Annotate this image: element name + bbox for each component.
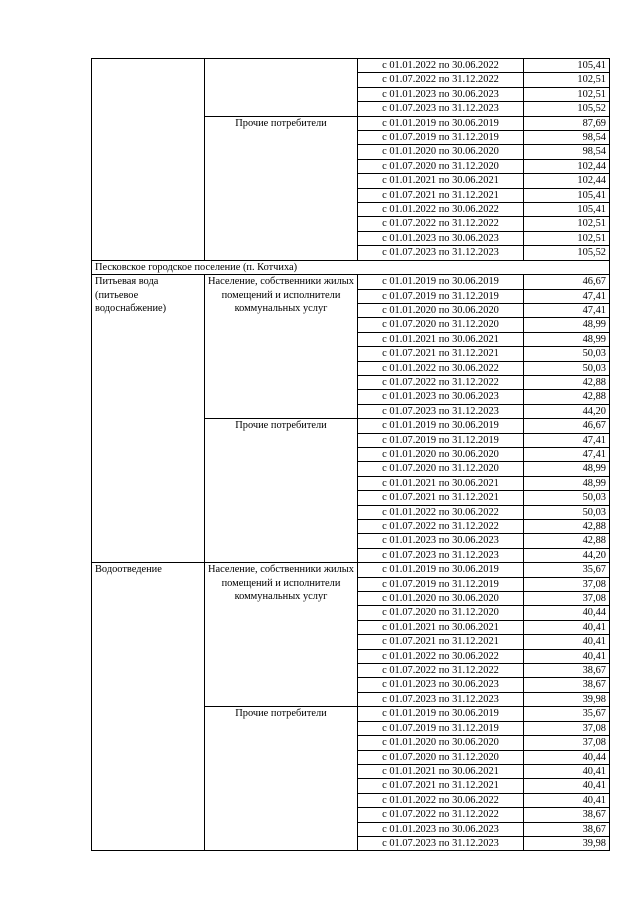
tariff-value-cell: 102,44 <box>524 174 610 188</box>
tariff-value-cell: 105,41 <box>524 188 610 202</box>
tariff-value-cell: 40,41 <box>524 649 610 663</box>
tariff-value-cell: 102,51 <box>524 217 610 231</box>
service-cell: Водоотведение <box>92 563 205 851</box>
period-cell: с 01.07.2019 по 31.12.2019 <box>358 131 524 145</box>
tariff-value-cell: 50,03 <box>524 505 610 519</box>
tariff-value-cell: 105,52 <box>524 102 610 116</box>
period-cell: с 01.07.2023 по 31.12.2023 <box>358 836 524 850</box>
service-cell <box>92 59 205 261</box>
tariff-table <box>91 58 610 851</box>
period-cell: с 01.01.2019 по 30.06.2019 <box>358 419 524 433</box>
tariff-value-cell: 102,51 <box>524 87 610 101</box>
period-cell: с 01.01.2022 по 30.06.2022 <box>358 203 524 217</box>
tariff-value-cell: 40,41 <box>524 793 610 807</box>
period-cell: с 01.01.2020 по 30.06.2020 <box>358 303 524 317</box>
period-cell: с 01.07.2022 по 31.12.2022 <box>358 664 524 678</box>
tariff-value-cell: 98,54 <box>524 131 610 145</box>
section-header-row <box>92 260 610 274</box>
period-cell: с 01.07.2023 по 31.12.2023 <box>358 246 524 260</box>
tariff-value-cell: 42,88 <box>524 375 610 389</box>
period-cell: с 01.01.2021 по 30.06.2021 <box>358 764 524 778</box>
period-cell: с 01.01.2023 по 30.06.2023 <box>358 231 524 245</box>
tariff-value-cell: 102,51 <box>524 73 610 87</box>
tariff-value-cell: 87,69 <box>524 116 610 130</box>
period-cell: с 01.01.2019 по 30.06.2019 <box>358 707 524 721</box>
period-cell: с 01.07.2020 по 31.12.2020 <box>358 318 524 332</box>
period-cell: с 01.07.2021 по 31.12.2021 <box>358 188 524 202</box>
period-cell: с 01.07.2021 по 31.12.2021 <box>358 779 524 793</box>
tariff-value-cell: 50,03 <box>524 347 610 361</box>
period-cell: с 01.07.2022 по 31.12.2022 <box>358 217 524 231</box>
period-cell: с 01.01.2020 по 30.06.2020 <box>358 447 524 461</box>
period-cell: с 01.07.2020 по 31.12.2020 <box>358 159 524 173</box>
period-cell: с 01.01.2023 по 30.06.2023 <box>358 678 524 692</box>
table-row <box>92 563 610 577</box>
period-cell: с 01.07.2023 по 31.12.2023 <box>358 548 524 562</box>
tariff-value-cell: 38,67 <box>524 664 610 678</box>
tariff-value-cell: 40,41 <box>524 635 610 649</box>
period-cell: с 01.07.2020 по 31.12.2020 <box>358 462 524 476</box>
tariff-value-cell: 47,41 <box>524 303 610 317</box>
period-cell: с 01.01.2022 по 30.06.2022 <box>358 361 524 375</box>
tariff-value-cell: 38,67 <box>524 678 610 692</box>
tariff-value-cell: 47,41 <box>524 433 610 447</box>
tariff-value-cell: 40,41 <box>524 620 610 634</box>
period-cell: с 01.07.2019 по 31.12.2019 <box>358 721 524 735</box>
tariff-value-cell: 48,99 <box>524 462 610 476</box>
period-cell: с 01.01.2022 по 30.06.2022 <box>358 793 524 807</box>
table-row <box>92 59 610 73</box>
tariff-value-cell: 44,20 <box>524 548 610 562</box>
tariff-value-cell: 46,67 <box>524 419 610 433</box>
tariff-value-cell: 50,03 <box>524 361 610 375</box>
period-cell: с 01.01.2023 по 30.06.2023 <box>358 390 524 404</box>
period-cell: с 01.07.2021 по 31.12.2021 <box>358 347 524 361</box>
tariff-value-cell: 105,41 <box>524 203 610 217</box>
period-cell: с 01.07.2023 по 31.12.2023 <box>358 404 524 418</box>
period-cell: с 01.07.2022 по 31.12.2022 <box>358 375 524 389</box>
period-cell: с 01.01.2022 по 30.06.2022 <box>358 649 524 663</box>
tariff-value-cell: 102,44 <box>524 159 610 173</box>
period-cell: с 01.07.2019 по 31.12.2019 <box>358 433 524 447</box>
period-cell: с 01.01.2021 по 30.06.2021 <box>358 620 524 634</box>
tariff-value-cell: 102,51 <box>524 231 610 245</box>
period-cell: с 01.01.2019 по 30.06.2019 <box>358 563 524 577</box>
tariff-value-cell: 37,08 <box>524 592 610 606</box>
tariff-value-cell: 40,44 <box>524 606 610 620</box>
period-cell: с 01.07.2022 по 31.12.2022 <box>358 808 524 822</box>
tariff-value-cell: 35,67 <box>524 563 610 577</box>
period-cell: с 01.07.2022 по 31.12.2022 <box>358 520 524 534</box>
tariff-value-cell: 42,88 <box>524 390 610 404</box>
tariff-value-cell: 50,03 <box>524 491 610 505</box>
tariff-value-cell: 105,41 <box>524 59 610 73</box>
tariff-value-cell: 47,41 <box>524 289 610 303</box>
tariff-value-cell: 42,88 <box>524 520 610 534</box>
consumer-cell: Население, собственники жилых помещений и исполнители коммунальных услуг <box>205 275 358 419</box>
consumer-cell: Прочие потребители <box>205 116 358 260</box>
period-cell: с 01.01.2022 по 30.06.2022 <box>358 505 524 519</box>
tariff-value-cell: 105,52 <box>524 246 610 260</box>
period-cell: с 01.01.2023 по 30.06.2023 <box>358 534 524 548</box>
tariff-value-cell: 98,54 <box>524 145 610 159</box>
period-cell: с 01.01.2023 по 30.06.2023 <box>358 87 524 101</box>
period-cell: с 01.07.2023 по 31.12.2023 <box>358 692 524 706</box>
period-cell: с 01.07.2020 по 31.12.2020 <box>358 750 524 764</box>
tariff-value-cell: 38,67 <box>524 822 610 836</box>
period-cell: с 01.01.2020 по 30.06.2020 <box>358 592 524 606</box>
tariff-value-cell: 38,67 <box>524 808 610 822</box>
period-cell: с 01.07.2020 по 31.12.2020 <box>358 606 524 620</box>
consumer-cell: Население, собственники жилых помещений и исполнители коммунальных услуг <box>205 563 358 707</box>
period-cell: с 01.01.2023 по 30.06.2023 <box>358 822 524 836</box>
consumer-cell: Прочие потребители <box>205 707 358 851</box>
period-cell: с 01.01.2021 по 30.06.2021 <box>358 174 524 188</box>
consumer-cell: Прочие потребители <box>205 419 358 563</box>
tariff-value-cell: 40,41 <box>524 779 610 793</box>
tariff-value-cell: 39,98 <box>524 836 610 850</box>
tariff-value-cell: 40,41 <box>524 764 610 778</box>
tariff-value-cell: 42,88 <box>524 534 610 548</box>
service-cell: Питьевая вода (питьевое водоснабжение) <box>92 275 205 563</box>
period-cell: с 01.07.2021 по 31.12.2021 <box>358 635 524 649</box>
period-cell: с 01.01.2022 по 30.06.2022 <box>358 59 524 73</box>
tariff-value-cell: 48,99 <box>524 476 610 490</box>
period-cell: с 01.07.2023 по 31.12.2023 <box>358 102 524 116</box>
tariff-value-cell: 48,99 <box>524 318 610 332</box>
table-row <box>92 275 610 289</box>
period-cell: с 01.07.2021 по 31.12.2021 <box>358 491 524 505</box>
tariff-value-cell: 35,67 <box>524 707 610 721</box>
tariff-value-cell: 39,98 <box>524 692 610 706</box>
period-cell: с 01.01.2020 по 30.06.2020 <box>358 145 524 159</box>
tariff-value-cell: 37,08 <box>524 736 610 750</box>
period-cell: с 01.01.2021 по 30.06.2021 <box>358 332 524 346</box>
tariff-table-body <box>92 59 610 851</box>
consumer-cell <box>205 59 358 117</box>
tariff-value-cell: 37,08 <box>524 721 610 735</box>
tariff-value-cell: 47,41 <box>524 447 610 461</box>
tariff-value-cell: 40,44 <box>524 750 610 764</box>
period-cell: с 01.01.2021 по 30.06.2021 <box>358 476 524 490</box>
tariff-value-cell: 46,67 <box>524 275 610 289</box>
period-cell: с 01.07.2022 по 31.12.2022 <box>358 73 524 87</box>
tariff-value-cell: 48,99 <box>524 332 610 346</box>
period-cell: с 01.01.2019 по 30.06.2019 <box>358 275 524 289</box>
section-title: Песковское городское поселение (п. Котчиха) <box>92 260 610 274</box>
period-cell: с 01.07.2019 по 31.12.2019 <box>358 577 524 591</box>
tariff-value-cell: 37,08 <box>524 577 610 591</box>
period-cell: с 01.01.2020 по 30.06.2020 <box>358 736 524 750</box>
period-cell: с 01.01.2019 по 30.06.2019 <box>358 116 524 130</box>
period-cell: с 01.07.2019 по 31.12.2019 <box>358 289 524 303</box>
tariff-value-cell: 44,20 <box>524 404 610 418</box>
